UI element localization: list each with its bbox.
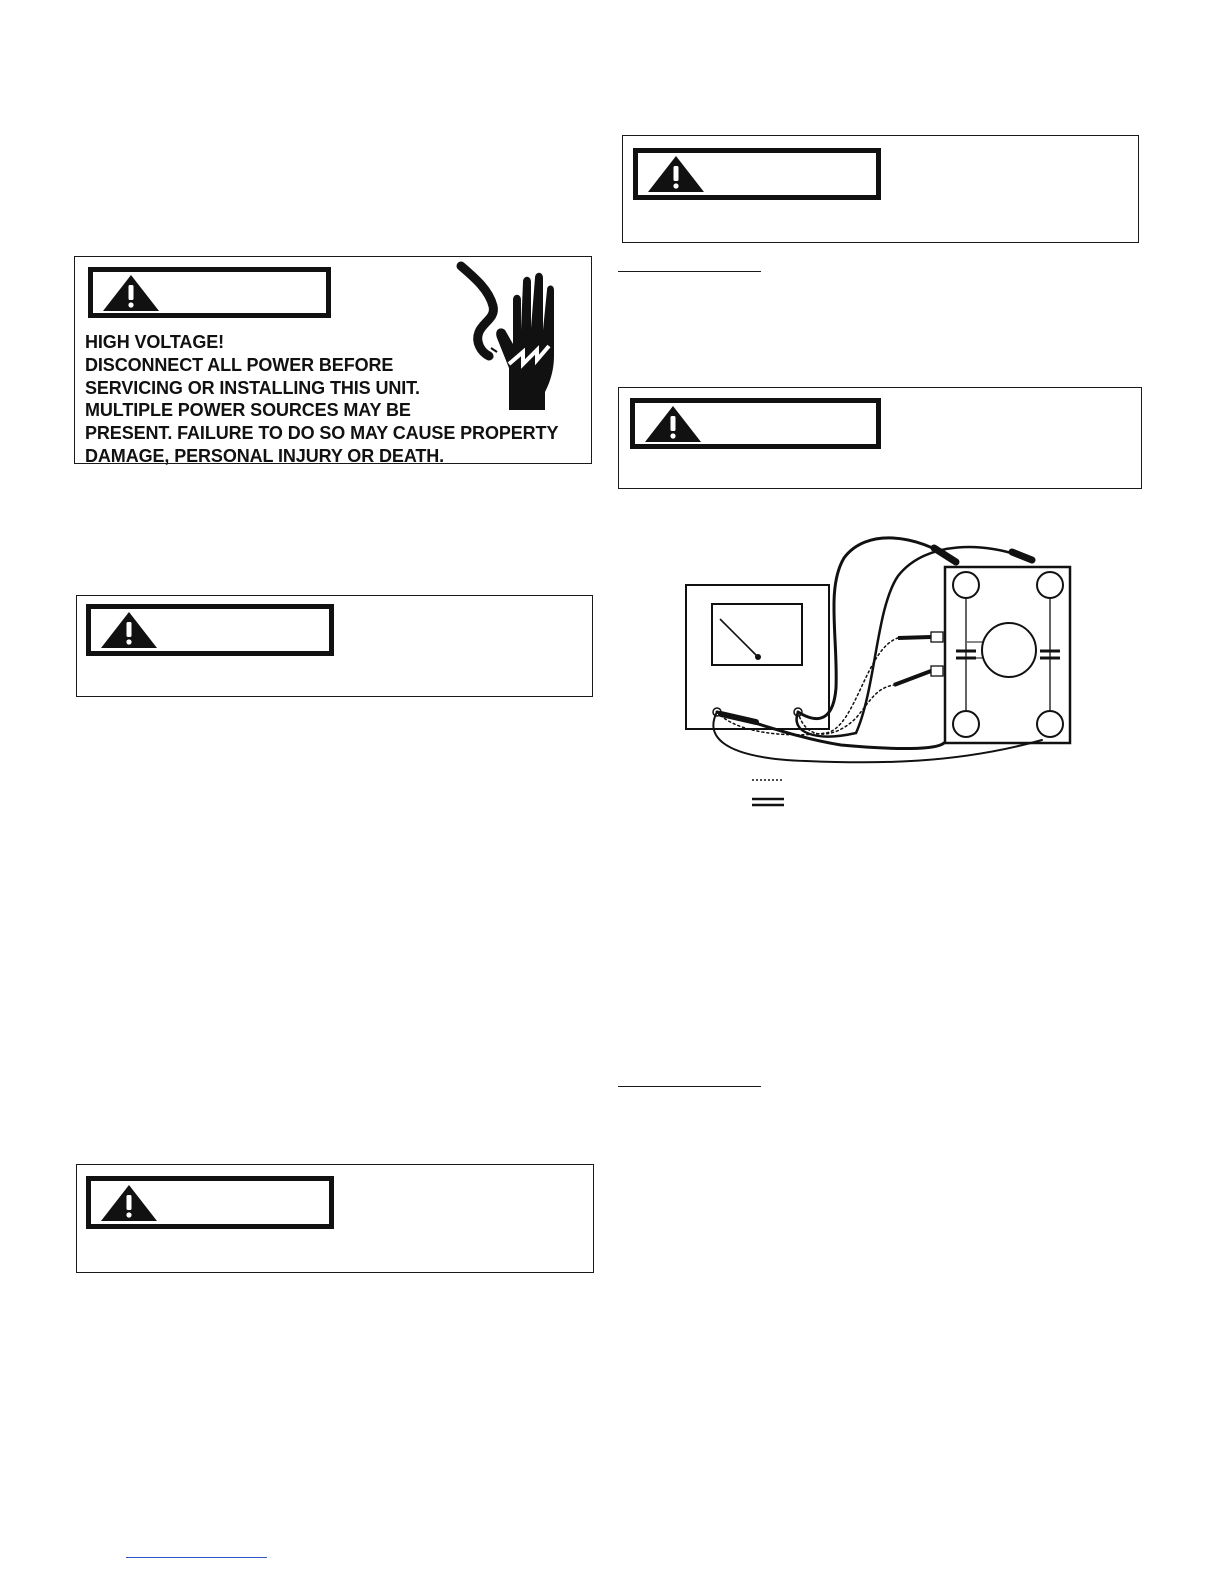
section-heading-rule <box>618 1086 761 1087</box>
warning-line: MULTIPLE POWER SOURCES MAY BE <box>85 400 411 421</box>
warning-signal-panel <box>86 1176 334 1229</box>
warning-line: HIGH VOLTAGE! <box>85 332 225 352</box>
section-heading-rule <box>618 271 761 272</box>
warning-line: PRESENT. FAILURE TO DO SO MAY CAUSE PROPERTY <box>85 423 559 444</box>
warning-triangle-icon <box>99 611 159 649</box>
warning-signal-panel <box>633 148 881 200</box>
warning-triangle-icon <box>643 405 703 443</box>
warning-line: SERVICING OR INSTALLING THIS UNIT. <box>85 377 420 398</box>
footer-link-rule <box>126 1557 267 1558</box>
high-voltage-warning-box <box>74 256 592 464</box>
warning-triangle-icon <box>646 155 706 193</box>
terminal-connectors <box>894 632 943 685</box>
warning-box-4 <box>622 135 1139 243</box>
capacitor-test-figure <box>676 528 1096 818</box>
warning-signal-panel <box>630 398 881 449</box>
warning-signal-panel <box>88 267 331 318</box>
warning-triangle-icon <box>101 274 161 312</box>
warning-signal-panel <box>86 604 334 656</box>
figure-legend <box>752 780 784 805</box>
warning-box-3 <box>76 1164 594 1273</box>
ohmmeter-icon <box>686 585 829 729</box>
warning-line: DAMAGE, PERSONAL INJURY OR DEATH. <box>85 445 445 466</box>
warning-triangle-icon <box>99 1184 159 1222</box>
motor-terminal-board-icon <box>945 567 1070 743</box>
warning-box-5 <box>618 387 1142 489</box>
warning-box-2 <box>76 595 593 697</box>
electric-shock-hand-icon <box>453 260 563 410</box>
warning-line: DISCONNECT ALL POWER BEFORE <box>85 354 394 375</box>
